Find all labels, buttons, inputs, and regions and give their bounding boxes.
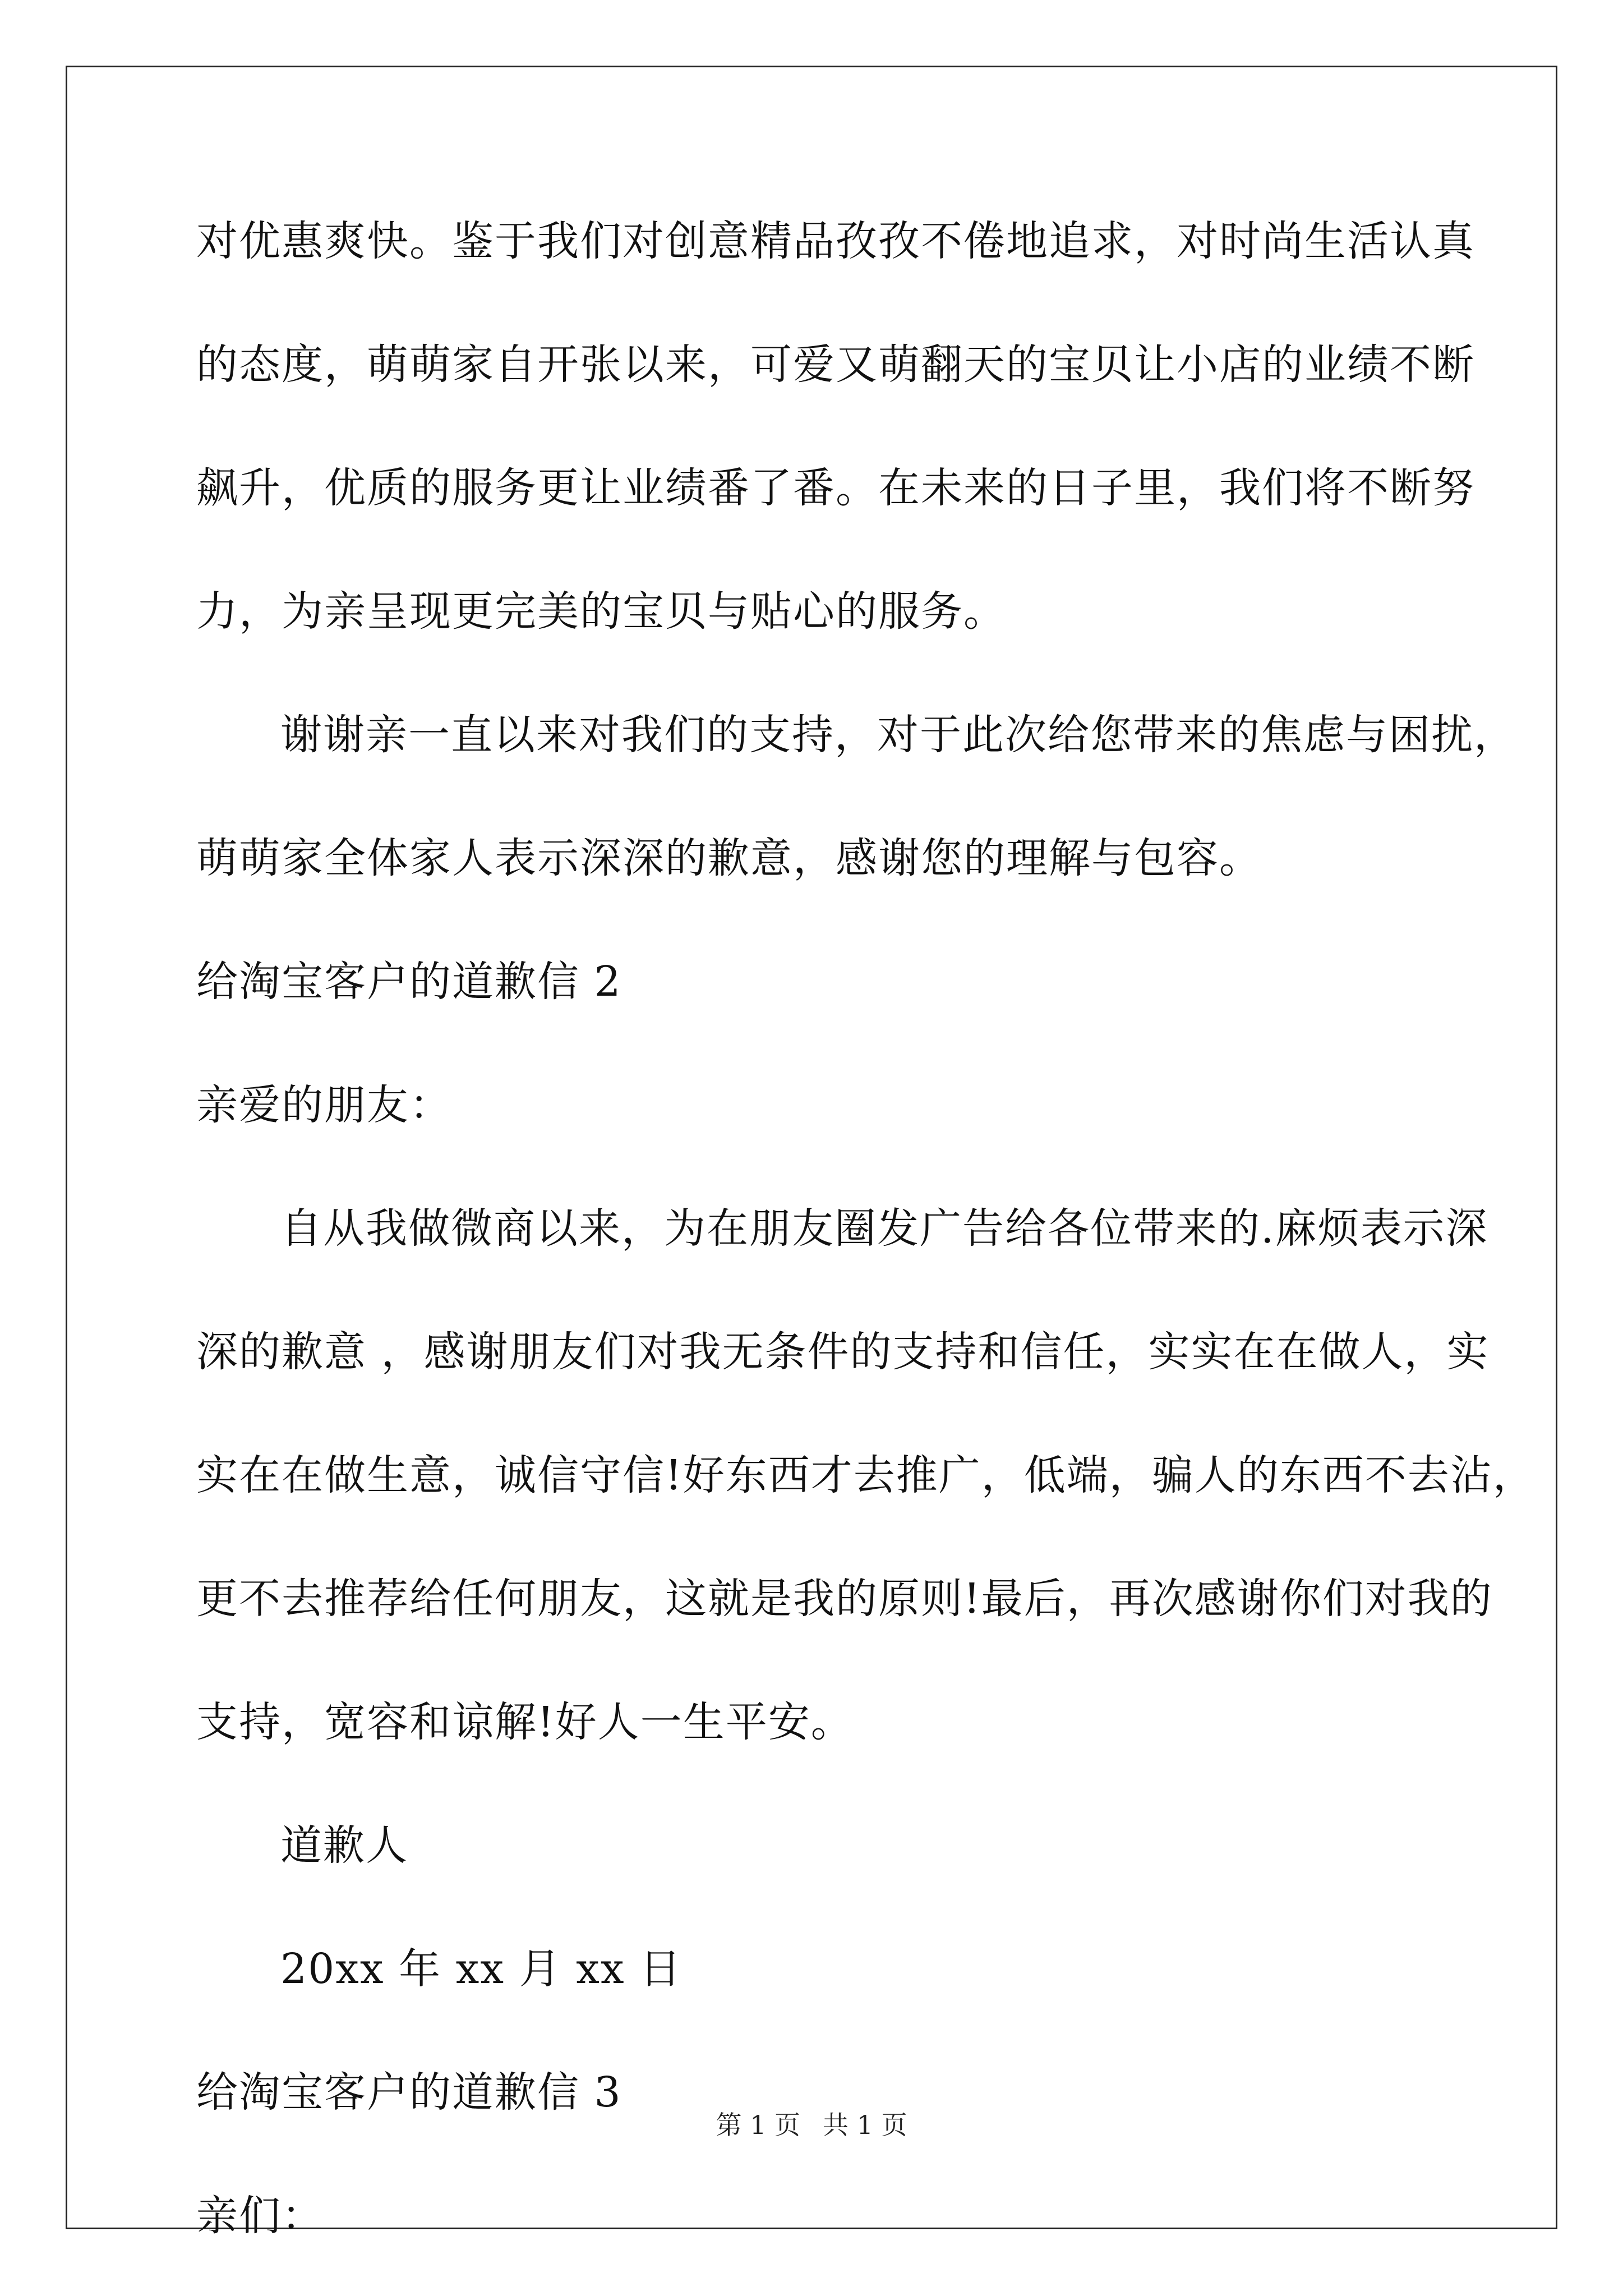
salutation: 亲们： xyxy=(196,2192,324,2240)
paragraph-line: 对优惠爽快。鉴于我们对创意精品孜孜不倦地追求，对时尚生活认真 xyxy=(196,217,1475,265)
paragraph-line: 萌萌家全体家人表示深深的歉意，感谢您的理解与包容。 xyxy=(196,834,1262,882)
paragraph-line: 支持，宽容和谅解!好人一生平安。 xyxy=(196,1698,854,1746)
signature-label: 道歉人 xyxy=(280,1821,408,1870)
paragraph-line: 更不去推荐给任何朋友，这就是我的原则!最后，再次感谢你们对我的 xyxy=(196,1575,1493,1623)
paragraph-line: 自从我做微商以来，为在朋友圈发广告给各位带来的.麻烦表示深 xyxy=(280,1204,1488,1253)
paragraph-line: 的态度，萌萌家自开张以来，可爱又萌翻天的宝贝让小店的业绩不断 xyxy=(196,341,1475,389)
paragraph-line: 实在在做生意，诚信守信!好东西才去推广，低端，骗人的东西不去沾， xyxy=(196,1451,1536,1499)
page-total: 共 1 页 xyxy=(823,2110,907,2140)
page-number: 第 1 页 xyxy=(716,2110,800,2140)
paragraph-line: 力，为亲呈现更完美的宝贝与贴心的服务。 xyxy=(196,587,1006,636)
date-line: 20xx 年 xx 月 xx 日 xyxy=(280,1945,683,1993)
section-heading: 给淘宝客户的道歉信 2 xyxy=(196,958,622,1006)
page-footer xyxy=(0,2108,1623,2142)
paragraph-line: 谢谢亲一直以来对我们的支持，对于此次给您带来的焦虑与困扰， xyxy=(280,711,1516,759)
paragraph-line: 深的歉意 ，感谢朋友们对我无条件的支持和信任，实实在在做人，实 xyxy=(196,1328,1490,1376)
paragraph-line: 飙升，优质的服务更让业绩番了番。在未来的日子里，我们将不断努 xyxy=(196,464,1475,512)
salutation: 亲爱的朋友： xyxy=(196,1081,452,1129)
section-heading: 给淘宝客户的道歉信 3 xyxy=(196,2068,622,2116)
